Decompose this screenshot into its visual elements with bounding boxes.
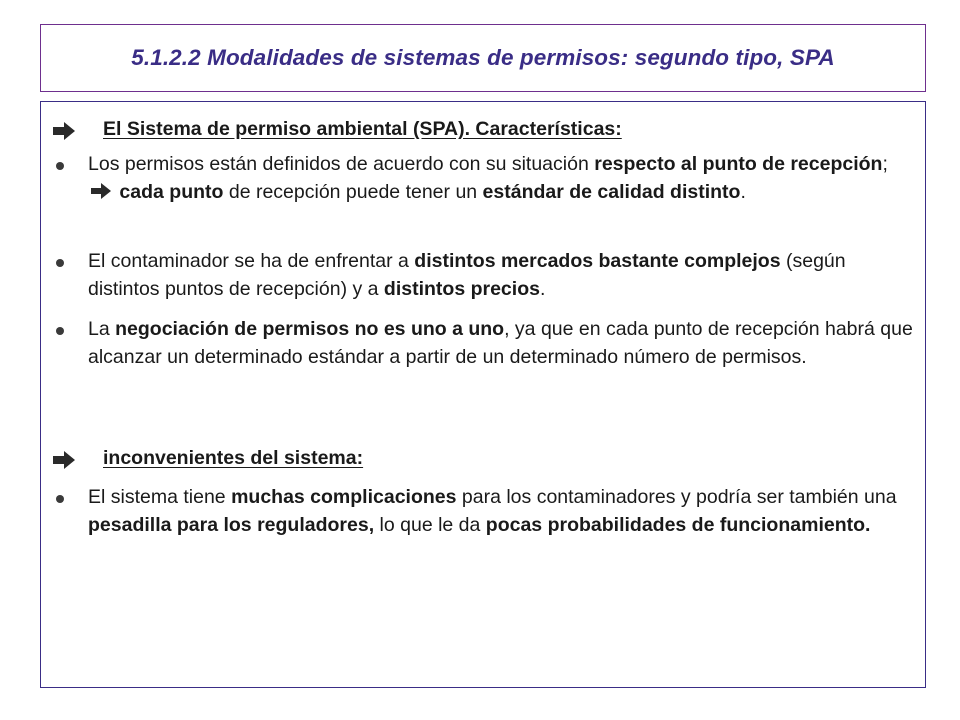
content-box [40, 101, 926, 688]
text: . [539, 278, 546, 300]
right-arrow-icon [51, 449, 77, 471]
text: Los permisos están definidos de acuerdo con su situación [88, 153, 595, 175]
bold-text: negociación de permisos no es uno a uno [115, 318, 505, 340]
bullet-dot-icon [56, 495, 64, 503]
right-arrow-icon [90, 180, 112, 208]
bold-text: estándar de calidad distinto [482, 181, 741, 203]
bullet-dot-icon [56, 327, 64, 335]
text: El contaminador se ha de enfrentar a [88, 250, 415, 272]
bold-text: cada punto [119, 181, 224, 203]
slide-title: 5.1.2.2 Modalidades de sistemas de permisos: segundo tipo, SPA [131, 45, 835, 70]
text: para los contaminadores y podría ser también una [456, 486, 897, 508]
text: El sistema tiene [88, 486, 232, 508]
bold-text: muchas complicaciones [231, 486, 457, 508]
right-arrow-icon [51, 120, 77, 142]
section1-heading: El Sistema de permiso ambiental (SPA). Características: [103, 118, 622, 140]
section2-heading: inconvenientes del sistema: [103, 447, 364, 469]
bullet-dot-icon [56, 162, 64, 170]
text: (según distintos puntos de recepción) y a [88, 250, 846, 300]
text: lo que le da [374, 514, 486, 536]
text: ; [882, 153, 888, 175]
bullet-dot-icon [56, 259, 64, 267]
section1-bullet1 [88, 150, 918, 208]
bold-text: pocas probabilidades de funcionamiento. [485, 514, 871, 536]
text: . [740, 181, 746, 203]
bold-text: distintos precios [383, 278, 540, 300]
section1-bullet3 [88, 315, 918, 371]
bold-text: respecto al punto de recepción [594, 153, 883, 175]
bold-text: distintos mercados bastante complejos [414, 250, 781, 272]
section2-bullet1 [88, 483, 918, 539]
section1-bullet2 [88, 247, 918, 303]
title-box [40, 24, 926, 92]
text: La [88, 318, 116, 340]
text: , ya que en cada punto de recepción habrá que alcanzar un determinado estándar a partir de un determinado número de permisos. [88, 318, 913, 368]
text: de recepción puede tener un [223, 181, 483, 203]
bold-text: pesadilla para los reguladores, [88, 514, 375, 536]
